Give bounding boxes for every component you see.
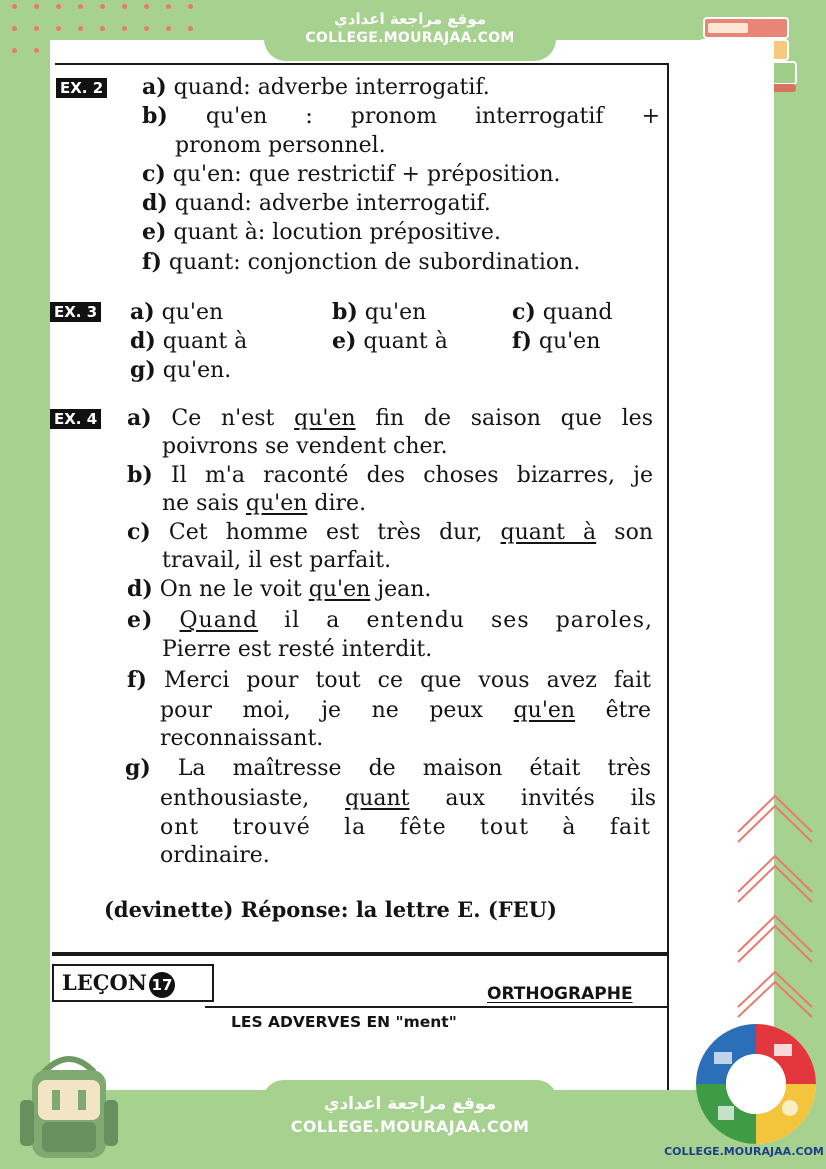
site-arabic-name: موقع مراجعة اعدادي [334, 10, 486, 28]
decorative-dot [188, 4, 193, 9]
section-divider [52, 952, 668, 956]
ex4-c-underlined: quant à [500, 520, 597, 545]
ex4-d-line1: d) On ne le voit qu'en jean. [127, 576, 432, 602]
backpack-icon [14, 1050, 124, 1162]
decorative-dot [34, 26, 39, 31]
decorative-dot [166, 4, 171, 9]
chevron-up-icon [732, 792, 818, 1022]
ex4-g-line3: ont trouvé la fête tout à fait [160, 815, 651, 840]
ex4-e-line2: Pierre est resté interdit. [162, 637, 433, 662]
ex4-b-underlined: qu'en [245, 491, 308, 516]
decorative-dot [100, 26, 105, 31]
ex4-d-underlined: qu'en [308, 577, 371, 602]
bottom-site-url[interactable]: COLLEGE.MOURAJAA.COM [290, 1117, 530, 1136]
ex2-line-a: a) quand: adverbe interrogatif. [142, 74, 490, 100]
ex3-label: EX. 3 [50, 302, 101, 322]
ex3-item-e: e) quant à [332, 328, 448, 354]
riddle-answer: (devinette) Réponse: la lettre E. (FEU) [104, 897, 557, 922]
decorative-dot [12, 4, 17, 9]
ex4-e-line1: e) Quand il a entendu ses paroles, [127, 607, 653, 633]
decorative-dot [34, 48, 39, 53]
decorative-dot [122, 4, 127, 9]
ex4-a-line2: poivrons se vendent cher. [162, 434, 448, 459]
lesson-category: ORTHOGRAPHE [487, 984, 633, 1004]
decorative-dot [100, 4, 105, 9]
ex4-e-underlined: Quand [179, 608, 259, 633]
site-logo-icon[interactable] [694, 1022, 818, 1146]
decorative-dot [78, 4, 83, 9]
decorative-dot [12, 48, 17, 53]
lesson-number: 17 [149, 972, 175, 998]
page-top-border [55, 63, 669, 65]
ex2-line-b-cont: pronom personnel. [175, 133, 386, 158]
ex4-g-line4: ordinaire. [160, 843, 270, 868]
top-site-banner[interactable] [264, 3, 556, 61]
ex4-g-underlined: quant [345, 786, 410, 811]
lesson-label: LEÇON [62, 970, 147, 995]
ex2-label: EX. 2 [56, 78, 107, 98]
ex4-c-line1: c) Cet homme est très dur, quant à son [127, 519, 653, 545]
bottom-site-arabic-name: موقع مراجعة اعدادي [323, 1094, 497, 1114]
ex4-c-line2: travail, il est parfait. [162, 548, 392, 573]
ex2-line-f: f) quant: conjonction de subordination. [142, 249, 581, 275]
ex3-item-c: c) quand [512, 299, 613, 325]
lesson-title: LES ADVERVES EN "ment" [231, 1013, 457, 1031]
ex2-line-d: d) quand: adverbe interrogatif. [142, 190, 491, 216]
ex4-f-line3: reconnaissant. [160, 726, 324, 751]
ex4-a-line1: a) Ce n'est qu'en fin de saison que les [127, 405, 653, 431]
logo-site-url[interactable]: COLLEGE.MOURAJAA.COM [664, 1145, 824, 1158]
ex2-line-e: e) quant à: locution prépositive. [142, 219, 501, 245]
ex2-line-b: b) qu'en : pronom interrogatif + [142, 103, 660, 129]
ex4-b-line2: ne sais qu'en dire. [162, 491, 367, 516]
ex2-line-c: c) qu'en: que restrictif + préposition. [142, 161, 561, 187]
decorative-dot [144, 26, 149, 31]
ex4-b-line1: b) Il m'a raconté des choses bizarres, je [127, 462, 653, 488]
ex4-f-line2: pour moi, je ne peux qu'en être [160, 698, 651, 723]
ex3-item-g: g) qu'en. [130, 357, 232, 383]
ex3-item-a: a) qu'en [130, 299, 224, 325]
ex3-item-d: d) quant à [130, 328, 248, 354]
decorative-dot [166, 26, 171, 31]
bottom-site-banner[interactable] [262, 1080, 558, 1156]
ex4-a-underlined: qu'en [294, 406, 356, 431]
ex3-item-b: b) qu'en [332, 299, 427, 325]
decorative-dot [144, 4, 149, 9]
category-rule [205, 1006, 667, 1008]
decorative-dot [78, 26, 83, 31]
ex4-f-line1: f) Merci pour tout ce que vous avez fait [127, 667, 651, 693]
decorative-dot [12, 26, 17, 31]
ex4-f-underlined: qu'en [513, 698, 576, 723]
ex3-item-f: f) qu'en [512, 328, 601, 354]
ex4-label: EX. 4 [50, 409, 101, 429]
decorative-dot [188, 26, 193, 31]
decorative-dot [34, 4, 39, 9]
site-url[interactable]: COLLEGE.MOURAJAA.COM [305, 30, 515, 46]
lesson-badge [52, 964, 214, 1002]
decorative-dot [122, 26, 127, 31]
decorative-dot [56, 26, 61, 31]
page-right-border [667, 63, 669, 1090]
ex4-g-line1: g) La maîtresse de maison était très [125, 755, 651, 781]
ex4-g-line2: enthousiaste, quant aux invités ils [160, 786, 656, 811]
decorative-dot [56, 4, 61, 9]
